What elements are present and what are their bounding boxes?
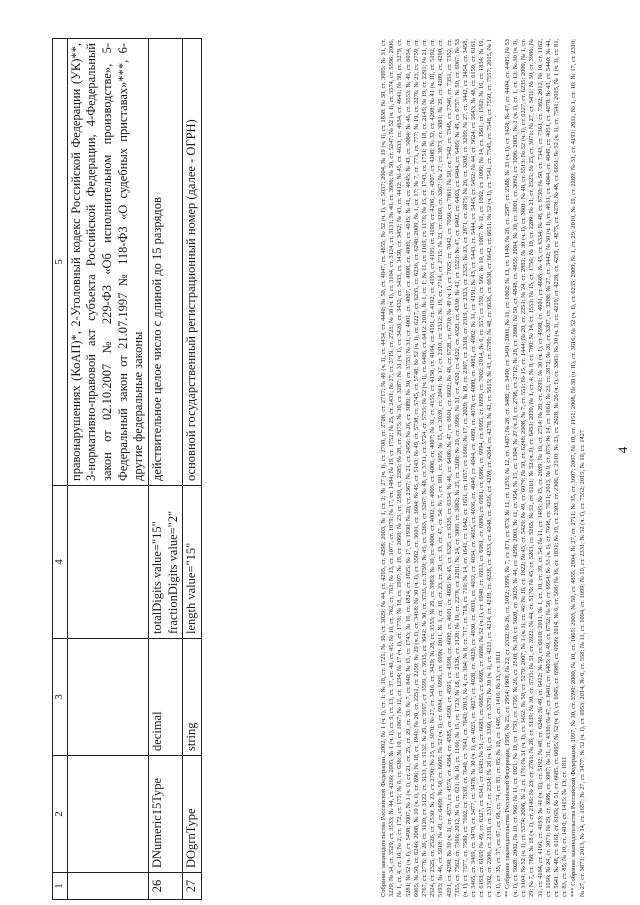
- type-restriction: totalDigits value="15" fractionDigits value="2": [148, 486, 182, 639]
- row-number: 26: [148, 873, 182, 900]
- page-number: 4: [615, 446, 630, 454]
- type-name: DOgrnType: [183, 756, 202, 873]
- base-type: [67, 639, 148, 756]
- type-description: действительное целое число с длиной до 15 разрядов: [148, 39, 182, 486]
- type-restriction: length value="15": [183, 486, 202, 639]
- row-number: [67, 873, 148, 900]
- row-number: 27: [183, 873, 202, 900]
- table-row: [67, 39, 148, 900]
- column-header: 2: [53, 756, 68, 873]
- table-row: [148, 39, 182, 900]
- column-header: 1: [53, 873, 68, 900]
- type-description: основной государственный регистрационный номер (далее - ОГРН): [183, 39, 202, 486]
- footnotes: [380, 39, 588, 897]
- type-description: правонарушениях (КоАП)*, 2-Уголовный кодекс Российской Федерации (УК)**, 3-нормативно-правовой акт субъекта Российской Федерации, 4-Федеральный закон от 02.10.2007 № 229-ФЗ «Об исполнительном производстве», 5-Федеральный закон от 21.07.1997 № 118-ФЗ «О судебных приставах»***, 6-другие федеральные законы: [67, 39, 148, 486]
- base-type: string: [183, 639, 202, 756]
- type-restriction: [67, 486, 148, 639]
- footnote-uk: ** Собрание законодательства Российской Федерации, 1996, № 25, ст. 2954; 1998, № 22, ст. 2332; № 26, ст. 3012; 1999, № 7, ст. 871, ст. 873; № 11, ст. 1255; № 12, ст. 1407; № 28, ст. 3489, ст. 3490, ст. 3491; 2001, № 11, ст. 1002; № 13, ст. 1140; № 26, ст. 2587, ст. 2588; № 33 (ч. I), ст. 3424; № 47, ст. 4404, ст. 4405; № 53 (ч. I), ст. 5028; 2002, № 10, ст. 966; № 11, ст. 1021; № 19, ст. 1793, ст. 1795; № 26, ст. 2518; № 30, ст. 3020, ст. 3029; № 44, ст. 4298; 2003, № 11, ст. 954; № 15, ст. 1304; № 27 (ч. I), ст. 2708, ст. 2712; № 28, ст. 2880; № 50, ст. 4848, ст. 4855; 2004, № 30, ст. 3091, ст. 3092, ст. 3096; 2005, № 1 (ч. I), ст. 1, ст. 13; № 30 (ч. I), ст. 3104; № 52 (ч. I), ст. 5574; 2006, № 2, ст. 176; № 31 (ч. I), ст. 3452; № 50, ст. 5279; 2007, № 1 (ч. I), ст. 46; № 16, ст. 1822; № 45, ст. 5429; № 49, ст. 6079; № 50, ст. 6248; 2008, № 7, ст. 551; № 15, ст. 1444; № 20, ст. 2251; № 24, ст. 2892; № 30 (ч. I), ст. 3601; № 48, ст. 5513; № 52 (ч. I), ст. 6227, ст. 6235; 2009, № 1, ст. 29; № 7, ст. 788; № 18 (ч. I), ст. 2146; № 23, ст. 2761; № 26, ст. 3139; № 30, ст. 3735; № 31, ст. 3922; № 44, ст. 5170; № 45, ст. 5263, ст. 5265; № 51, ст. 6161; № 52 (ч. I), ст. 6453; 2010, № 1, ст. 4; № 8, ст. 780; № 14, ст. 1553; № 15, ст. 1756; № 19, ст. 2289; № 21, ст. 2525; № 25, ст. 3071; № 27, ст. 3431; № 30, ст. 3986; № 31, ст. 4164, ст. 4166, ст. 4193; № 41 (ч. II), ст. 5192; № 48, ст. 6246; № 49, ст. 6412; № 50, ст. 6610; 2011, № 1, ст. 10, ст. 39, ст. 54; № 11, ст. 1495; № 15, ст. 2039; № 19, ст. 2714; № 29, ст. 4291; № 30 (ч. I), ст. 4598, ст. 4601, ст. 4605; № 45, ст. 6334; № 48, ст. 6730; № 50, ст. 7343, ст. 7361, ст. 7362; 2012, № 10, ст. 1162, ст. 1166; № 24, ст. 3071; № 29, ст. 3986, ст. 3987; № 31, ст. 4330; № 47, ст. 6401, ст. 6405; № 49, ст. 6752; № 50, ст. 6954; № 53 (ч. I), ст. 7608, ст. 7621; 2013, № 9, ст. 875; № 14, ст. 1661; № 23, ст. 2871; № 26, ст. 3207, ст. 3208; № 27, ст. 3442; № 30 (ч. I), ст. 4031, ст. 4044, ст. 4049, ст. 4051, ст. 4078; № 43, ст. 5440; № 44, ст. 5641; № 48, ст. 6161, ст. 6165; № 51, ст. 6685, ст. 6695; № 52 (ч. I), ст. 6945, ст. 6986, ст. 6996; 2014, № 6, ст. 566; № 16, ст. 1831; № 19, ст. 2303, ст. 2306, ст. 2310; № 23, ст. 2928; № 26 (ч. I), ст. 3385; № 30 (ч. I), ст. 4219, ст. 4228, ст. 4259, ст. 4275, ст. 4278; № 48, ст. 6651; № 52 (ч. I), ст. 7541; 2015, № 1 (ч. I), ст. 81, ст. 83, ст. 85; № 10, ст. 1410, ст. 1415; № 13, ст. 1811: [503, 39, 569, 897]
- base-type: decimal: [148, 639, 182, 756]
- footnote-bailiffs-law: *** Собрание законодательства Российской Федерации, 1997, № 30, ст. 3590; 2000, № 10, ст. 1065; 2003, № 50, ст. 4855; 2004, № 27, ст. 2711; № 35, ст. 3607; 2007, № 10, ст. 1151; 2008, № 30 (ч. II), ст. 3616; № 52 (ч. I), ст. 6235; 2009, № 1, ст. 29; 2010, № 19, ст. 2289; № 31, ст. 4193; 2011, № 1, ст. 16; № 17, ст. 2310; № 27, ст. 3873; 2013, № 14, ст. 1657; № 27, ст. 3477; № 52 (ч. I), ст. 6953; 2014, № 6, ст. 558; № 11, ст. 1094, ст. 1099; № 19, ст. 2331; № 52 (ч. I), ст. 7552; 2015, № 10, ст. 1427: [570, 39, 586, 897]
- type-name: DNumeric15Type: [148, 756, 182, 873]
- column-header: 3: [53, 639, 68, 756]
- footnote-koap: Собрание законодательства Российской Федерации, 2002, № 1 (ч. I), ст. 1; № 18, ст. 1721; № 30, ст. 3029; № 44, ст. 4295, ст. 4298; 2003, № 1, ст. 2; № 27 (ч. I), ст. 2700, ст. 2708, ст. 2717; № 46 (ч. I), ст. 4434, ст. 4440; № 50, ст. 4847, ст. 4855; № 52 (ч. I), ст. 5037; 2004, № 19 (ч. I), ст. 1838; № 30, ст. 3095; № 31, ст. 3229; № 34, ст. 3529, ст. 3533; № 44, ст. 4266; 2005, № 1 (ч. I), ст. 9, ст. 13, ст. 37, ст. 40, ст. 45; № 10, ст. 762, ст. 763; № 13, ст. 1077, ст. 1079; № 17, ст. 1484; № 19, ст. 1752; № 25, ст. 2431; № 27, ст. 2719, ст. 2721; № 30 (ч. I), ст. 3104, ст. 3124, ст. 3131; № 40, ст. 3986; № 50, ст. 5247; № 52 (ч. I), ст. 5574, ст. 5596; 2006, № 1, ст. 4, ст. 10; № 2, ст. 172, ст. 175; № 6, ст. 636; № 10, ст. 1067; № 12, ст. 1234; № 17 (ч. I), ст. 1776; № 18, ст. 1907; № 19, ст. 2066; № 23, ст. 2380, ст. 2385; № 28, ст. 2975; № 30, ст. 3287; № 31 (ч. I), ст. 3420, ст. 3432, ст. 3433, ст. 3438, ст. 3452; № 43, ст. 4412; № 45, ст. 4633, ст. 4634, ст. 4641; № 50, ст. 5279, ст. 5281; № 52 (ч. I), ст. 5498; 2007, № 1 (ч. I), ст. 21, ст. 25, ст. 29, ст. 33; № 7, ст. 840; № 15, ст. 1743; № 16, ст. 1824, ст. 1825; № 17, ст. 1930; № 20, ст. 2367; № 21, ст. 2456; № 26, ст. 3089; № 30, ст. 3755; № 31, ст. 4001, ст. 4007, ст. 4008, ст. 4009, ст. 4015; № 41, ст. 4845; № 43, ст. 5084; № 46, ст. 5553; № 49, ст. 6034, ст. 6065; № 50, ст. 6246; 2008, № 10 (ч. I), ст. 896; № 18, ст. 1941; № 20, ст. 2251, ст. 2259; № 29 (ч. I), ст. 3418; № 30 (ч. I), ст. 3582, ст. 3601, ст. 3604; № 45, ст. 5143; № 49, ст. 5738, ст. 5745, ст. 5748; № 52 (ч. I), ст. 6227, ст. 6235, ст. 6236, ст. 6248; 2009, № 1, ст. 17; № 7, ст. 771, ст. 777; № 19, ст. 2276; № 23, ст. 2759, ст. 2767, ст. 2776; № 26, ст. 3120, ст. 3122, ст. 3131, ст. 3132; № 29, ст. 3597, ст. 3599, ст. 3635, ст. 3642; № 30, ст. 3735, ст. 3739; № 45, ст. 5265, ст. 5267; № 48, ст. 5711, ст. 5724, ст. 5755; № 52 (ч. I), ст. 6406, ст. 6412; 2010, № 1, ст. 1; № 11, ст. 1169, ст. 1176; № 15, ст. 1743, ст. 1751; № 18, ст. 2145; № 19, ст. 2291; № 21, ст. 2524, ст. 2525, ст. 2526, ст. 2530; № 23, ст. 2790; № 25, ст. 3070; № 27, ст. 3416, ст. 3429; № 28, ст. 3553; № 29, ст. 3983; № 30, ст. 4000, ст. 4002, ст. 4005, ст. 4006, ст. 4007; № 31, ст. 4155, ст. 4158, ст. 4164, ст. 4191, ст. 4192, ст. 4193, ст. 4195, ст. 4198, ст. 4206, ст. 4207, ст. 4208; № 32, ст. 4298; № 41 (ч. II), ст. 5192, ст. 5193; № 46, ст. 5918; № 49, ст. 6409; № 50, ст. 6605; № 52 (ч. I), ст. 6984, ст. 6995, ст. 6996; 2011, № 1, ст. 10, ст. 23, ст. 29, ст. 33, ст. 47, ст. 54; № 7, ст. 901, ст. 905; № 15, ст. 2039, ст. 2041; № 17, ст. 2310, ст. 2312; № 19, ст. 2714, ст. 2715; № 23, ст. 3260, ст. 3267; № 27, ст. 3873, ст. 3881; № 29, ст. 4289, ст. 4290, ст. 4291, ст. 4298; № 30 (ч. I), ст. 4573, ст. 4574, ст. 4584, ст. 4585, ст. 4590, ст. 4591, ст. 4598, ст. 4600, ст. 4601, ст. 4605; № 45, ст. 6325, ст. 6326, ст. 6334; № 46, ст. 6406; № 47, ст. 6601, ст. 6602; № 48, ст. 6728, ст. 6730; № 49 (ч. I), ст. 7025, ст. 7042, ст. 7056, ст. 7061; № 50, ст. 7342, ст. 7345, ст. 7346, ст. 7351, ст. 7352, ст. 7355, ст. 7362, ст. 7366; 2012, № 6, ст. 621; № 10, ст. 1166; № 15, ст. 1723; № 18, ст. 2126, ст. 2128; № 19, ст. 2278, ст. 2281; № 24, ст. 3069, ст. 3082; № 25, ст. 3268; № 29, ст. 3996; № 31, ст. 4320, ст. 4322, ст. 4329, ст. 4330; № 41, ст. 5523; № 47, ст. 6402, ст. 6403, ст. 6404, ст. 6405; № 49, ст. 6757; № 50, ст. 6967; № 53 (ч. I), ст. 7577, ст. 7580, ст. 7602, ст. 7639, ст. 7640, ст. 7641, ст. 7643; 2013, № 4, ст. 304; № 8, ст. 717, ст. 718, ст. 719; № 14, ст. 1641, ст. 1642, ст. 1651, ст. 1657, ст. 1666; № 17, ст. 2029; № 19, ст. 2307, ст. 2318, ст. 2319, ст. 2323, ст. 2325; № 23, ст. 2871, ст. 2875; № 26, ст. 3208, ст. 3209; № 27, ст. 3442, ст. 3454, ст. 3458, ст. 3465, ст. 3469, ст. 3470, ст. 3477, ст. 3478; № 30 (ч. I), ст. 4025, ст. 4027, ст. 4028, ст. 4029, ст. 4030, ст. 4031, ст. 4032, ст. 4034, ст. 4035, ст. 4036, ст. 4040, ст. 4044, ст. 4069, ст. 4078, ст. 4080, ст. 4081, ст. 4082; № 31, ст. 4191; № 43, ст. 5443, ст. 5444, ст. 5445, ст. 5452; № 44, ст. 5624, ст. 5643; № 48, ст. 6159, ст. 6161, ст. 6163, ст. 6165; № 49, ст. 6327, ст. 6341, ст. 6343; № 51, ст. 6683, ст. 6685, ст. 6695, ст. 6696; № 52 (ч. I), ст. 6948, ст. 6953, ст. 6961, ст. 6980, ст. 6981, ст. 6986, ст. 6994, ст. 6995, ст. 6999, ст. 7002; 2014, № 6, ст. 557, ст. 559, ст. 566; № 10, ст. 1087; № 11, ст. 1092, ст. 1096; № 14, ст. 1561, ст. 1562; № 16, ст. 1834; № 19, ст. 2302, ст. 2306, ст. 2310, ст. 2317, ст. 2324; № 26 (ч. I), ст. 3366, ст. 3379; № 30 (ч. I), ст. 4211, ст. 4214, ст. 4218, ст. 4228, ст. 4233, ст. 4248, ст. 4256, ст. 4259, ст. 4264, ст. 4278; № 42, ст. 5615; № 43, ст. 5799; № 48, ст. 6636, ст. 6638, ст. 6642, ст. 6651; № 52 (ч. I), ст. 7541, ст. 7545, ст. 7548, ст. 7550, ст. 7557; 2015, № 1 (ч. I), ст. 35, ст. 37, ст. 67, ст. 68, ст. 74, ст. 83, ст. 85; № 10, ст. 1405, ст. 1416; № 13, ст. 1811: [380, 39, 502, 897]
- type-name: [67, 756, 148, 873]
- table-header-row: [53, 39, 68, 900]
- table-row: [183, 39, 202, 900]
- types-table: [52, 38, 202, 900]
- column-header: 4: [53, 486, 68, 639]
- column-header: 5: [53, 39, 68, 486]
